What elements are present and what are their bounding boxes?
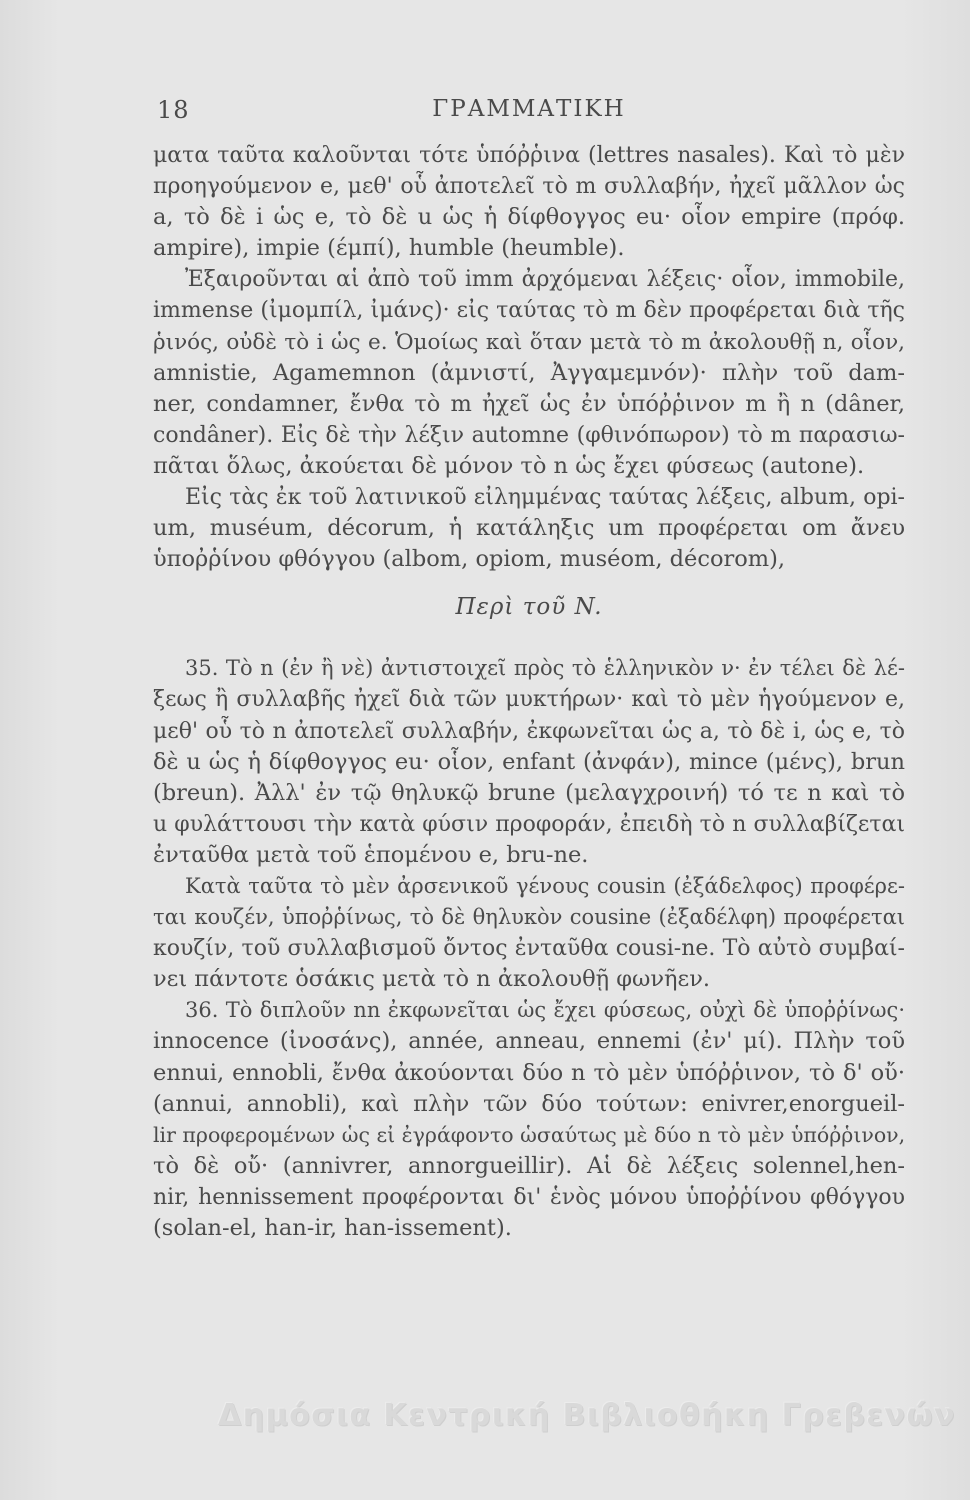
paragraph [153, 140, 905, 264]
text-line: κουζίν, τοῦ συλλαβισμοῦ ὄντος ἐνταῦθα cousi-ne. Τὸ αὐτὸ συμβαί- [153, 936, 905, 962]
text-line: innocence (ἰνοσάνς), année, anneau, ennemi (ἐν' μί). Πλὴν τοῦ [153, 1028, 905, 1055]
text-line: ner, condamner, ἔνθα τὸ m ἠχεῖ ὡς ἐν ὑπόῤῥινον m ἢ n (dâner, [153, 390, 905, 417]
paragraph [153, 653, 905, 871]
text-line: μεθ' οὗ τὸ n ἀποτελεῖ συλλαβήν, ἐκφωνεῖται ὡς a, τὸ δὲ i, ὡς e, τὸ [153, 718, 905, 744]
text-line: condâner). Εἰς δὲ τὴν λέξιν automne (φθινόπωρον) τὸ m παρασιω- [153, 422, 905, 448]
text-line: ῥινός, οὐδὲ τὸ i ὡς e. Ὁμοίως καὶ ὅταν μετὰ τὸ m ἀκολουθῇ n, οἷον, [153, 329, 905, 355]
text-line: νει πάντοτε ὁσάκις μετὰ τὸ n ἀκολουθῇ φωνῆεν. [153, 966, 711, 993]
text-line: ται κουζέν, ὑποῤῥίνως, τὸ δὲ θηλυκὸν cousine (ἐξαδέλφη) προφέρεται [153, 905, 905, 930]
text-line: ἐνταῦθα μετὰ τοῦ ἑπομένου e, bru-ne. [153, 841, 589, 868]
paragraph [153, 871, 905, 995]
text-line: a, τὸ δὲ i ὡς e, τὸ δὲ u ὡς ἡ δίφθογγος eu· οἷον empire (πρόφ. [153, 204, 905, 231]
text-line: Εἰς τὰς ἐκ τοῦ λατινικοῦ εἰλημμένας ταύτας λέξεις, album, opi- [185, 485, 905, 511]
text-line: 36. Τὸ διπλοῦν nn ἐκφωνεῖται ὡς ἔχει φύσεως, οὐχὶ δὲ ὑποῤῥίνως· [185, 998, 905, 1023]
text-line: ennui, ennobli, ἔνθα ἀκούονται δύο n τὸ μὲν ὑπόῤῥινον, τὸ δ' οὔ· [153, 1059, 905, 1086]
text-line: ξεως ἢ συλλαβῆς ἠχεῖ διὰ τῶν μυκτήρων· καὶ τὸ μὲν ἡγούμενον e, [153, 687, 905, 713]
running-title: ΓΡΑΜΜΑΤΙΚΗ [432, 96, 626, 122]
paragraph [153, 995, 905, 1244]
text-line: ματα ταῦτα καλοῦνται τότε ὑπόῤῥινα (lettres nasales). Καὶ τὸ μὲν [153, 143, 905, 168]
library-watermark: Δημόσια Κεντρική Βιβλιοθήκη Γρεβενών [218, 1398, 956, 1433]
text-line: ampire), impie (έμπί), humble (heumble). [153, 235, 625, 262]
text-line: u φυλάττουσι τὴν κατὰ φύσιν προφοράν, ἐπειδὴ τὸ n συλλαβίζεται [153, 811, 905, 837]
text-line: Ἐξαιροῦνται αἱ ἀπὸ τοῦ imm ἀρχόμεναι λέξεις· οἷον, immobile, [185, 267, 905, 293]
text-line: (annui, annobli), καὶ πλὴν τῶν δύο τούτων: enivrer,enorgueil- [153, 1090, 905, 1117]
text-line: immense (ἰμομπίλ, ἰμάνς)· εἰς ταύτας τὸ m δὲν προφέρεται διὰ τῆς [153, 298, 905, 324]
text-line: δὲ u ὡς ἡ δίφθογγος eu· οἷον, enfant (ἀνφάν), mince (μένς), brun [153, 748, 905, 775]
text-line: (solan-el, han-ir, han-issement). [153, 1215, 512, 1241]
text-line: ὑποῤῥίνου φθόγγου (albom, opiom, muséom, décorom), [153, 546, 786, 573]
section-title: Περὶ τοῦ N. [455, 594, 603, 621]
text-line: (breun). Ἀλλ' ἐν τῷ θηλυκῷ brune (μελαγχροινή) τό τε n καὶ τὸ [153, 779, 905, 806]
text-line: τὸ δὲ οὔ· (annivrer, annorgueillir). Αἱ δὲ λέξεις solennel,hen- [153, 1152, 905, 1179]
text-line: πᾶται ὅλως, ἀκούεται δὲ μόνον τὸ n ὡς ἔχει φύσεως (autone). [153, 452, 865, 479]
text-line: lir προφερομένων ὡς εἰ ἐγράφοντο ὡσαύτως μὲ δύο n τὸ μὲν ὑπόῤῥινον, [153, 1122, 905, 1147]
page-header [153, 96, 905, 130]
page-number: 18 [157, 96, 190, 124]
text-line: nir, hennissement προφέρονται δι' ἑνὸς μόνου ὑποῤῥίνου φθόγγου [153, 1184, 905, 1210]
page-body [153, 140, 905, 1244]
paragraph [153, 482, 905, 575]
text-line: amnistie, Agamemnon (ἀμνιστί, Ἀγγαμεμνόν)· πλὴν τοῦ dam- [153, 359, 905, 386]
text-line: um, muséum, décorum, ἡ κατάληξις um προφέρεται om ἄνευ [153, 515, 905, 542]
text-line: Κατὰ ταῦτα τὸ μὲν ἀρσενικοῦ γένους cousin (ἐξάδελφος) προφέρε- [185, 873, 905, 898]
text-line: προηγούμενον e, μεθ' οὗ ἀποτελεῖ τὸ m συλλαβήν, ἠχεῖ μᾶλλον ὡς [153, 174, 905, 200]
text-line: 35. Τὸ n (ἐν ἢ νὲ) ἀντιστοιχεῖ πρὸς τὸ ἑλληνικὸν ν· ἐν τέλει δὲ λέ- [185, 656, 905, 681]
paragraph [153, 264, 905, 482]
